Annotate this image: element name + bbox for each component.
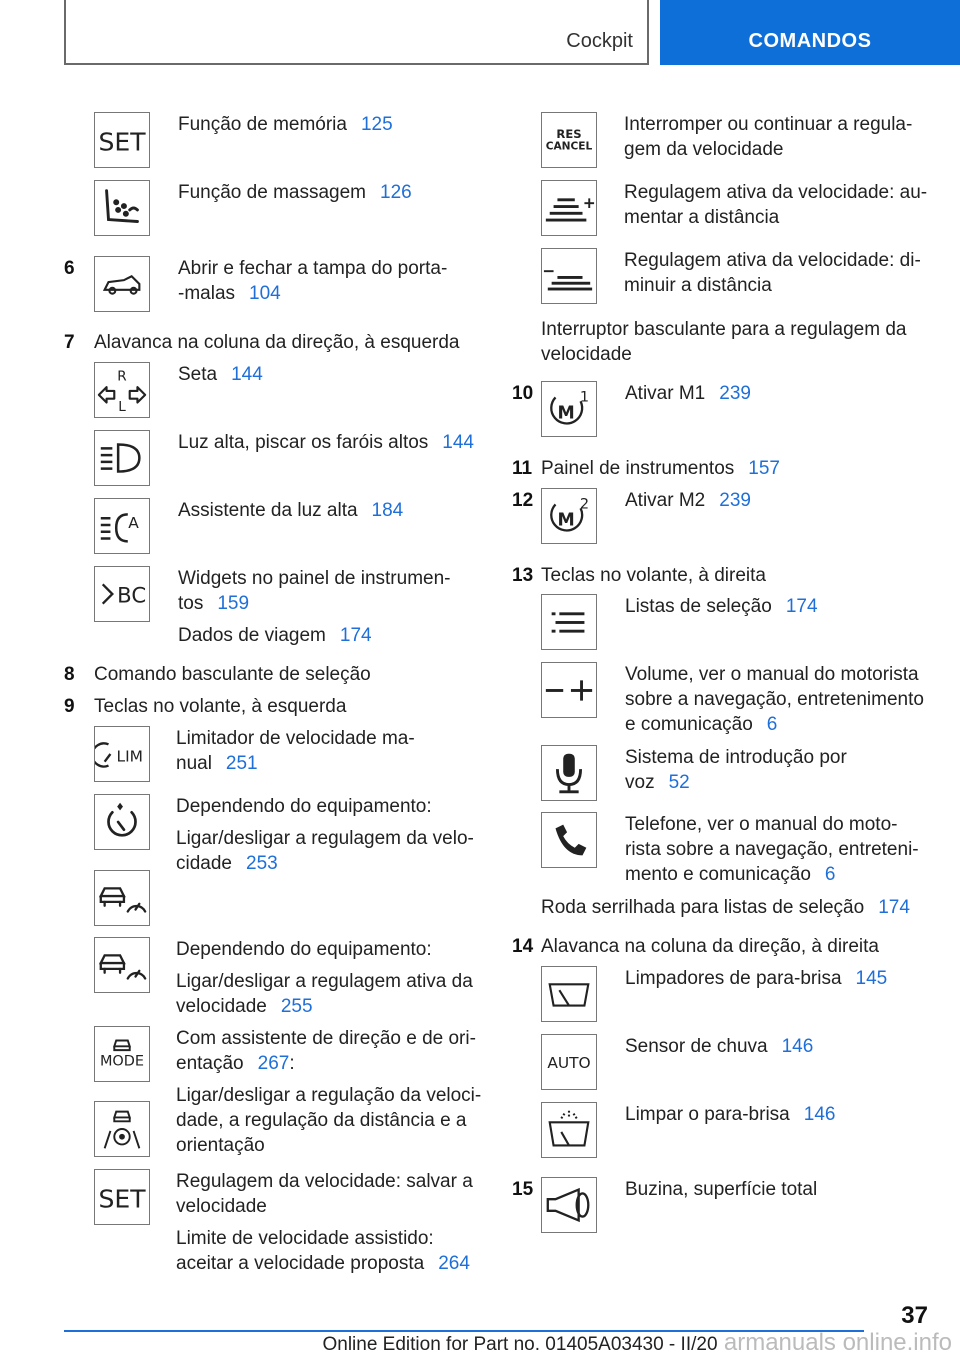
distance-increase-icon (541, 180, 597, 236)
set-speed-text: Regulagem da velocidade: salvar a velocidade Limite de velocidade assistido: aceitar a velocidade proposta 264 (176, 1171, 473, 1274)
speed-limiter-icon (94, 726, 150, 782)
turn-signal-text: Seta 144 (178, 364, 263, 385)
trunk-icon (94, 256, 150, 312)
svg-text:BC: BC (117, 583, 147, 609)
volume-text: Volume, ver o manual do motorista sobre a navegação, entretenimento e comunicação 6 (625, 664, 924, 735)
high-beam-text: Luz alta, piscar os faróis altos 144 (178, 432, 474, 453)
item-number: 7 (64, 332, 75, 353)
m2-text: Ativar M2 239 (625, 490, 751, 511)
item-number: 13 (512, 565, 534, 586)
active-cruise-icon (94, 870, 150, 926)
page-ref[interactable]: 174 (785, 596, 818, 617)
mode-text: Com assistente de direção e de ori- entação 267: (176, 1028, 476, 1074)
page-ref[interactable]: 174 (339, 625, 372, 646)
page-ref[interactable]: 144 (442, 432, 474, 453)
left-stalk-text: Alavanca na coluna da direção, à esquerda (94, 332, 460, 353)
page-ref[interactable]: 6 (824, 864, 836, 885)
page-ref[interactable]: 239 (719, 383, 751, 404)
res-cancel-icon (541, 112, 597, 168)
high-beam-assistant-icon (94, 498, 150, 554)
item-number: 14 (512, 936, 534, 957)
microphone-icon (541, 745, 597, 801)
auto-rain-sensor-icon (541, 1034, 597, 1090)
page-ref[interactable]: 104 (249, 283, 281, 304)
lists-text: Listas de seleção 174 (625, 596, 818, 617)
page-ref[interactable]: 145 (855, 968, 888, 989)
page-number: 37 (901, 1302, 928, 1329)
distance-decrease-icon (541, 248, 597, 304)
turn-signal-icon (94, 362, 150, 418)
page-ref[interactable]: 6 (766, 714, 778, 735)
item-number: 8 (64, 664, 75, 685)
svg-text:R: R (117, 368, 127, 385)
right-wheel-buttons-text: Teclas no volante, à direita (541, 565, 766, 586)
mode-icon (94, 1026, 150, 1082)
item-number: 15 (512, 1179, 534, 1200)
active-cruise-icon-2 (94, 937, 150, 993)
thumbwheel-text: Roda serrilhada para listas de seleção 174 (541, 897, 910, 918)
speed-limiter-text: Limitador de velocidade ma- nual 251 (176, 728, 415, 774)
footer-edition: Online Edition for Part no. 01405A03430 - II/20 (322, 1334, 718, 1355)
header-chapter-label: COMANDOS (748, 30, 872, 52)
item-number: 12 (512, 490, 534, 511)
instrument-cluster-text: Painel de instrumentos 157 (541, 458, 780, 479)
svg-text:AUTO: AUTO (547, 1053, 591, 1072)
distance-increase-text: Regulagem ativa da velocidade: au- mentar a distância (624, 182, 928, 228)
horn-icon (541, 1177, 597, 1233)
set-speed-icon (94, 1169, 150, 1225)
svg-text:L: L (118, 399, 126, 416)
page-ref[interactable]: 125 (360, 114, 393, 135)
list-icon (541, 594, 597, 650)
page-ref[interactable]: 157 (748, 458, 780, 479)
page-ref[interactable]: 174 (878, 897, 910, 918)
svg-text:M: M (557, 510, 575, 531)
massage-function-text: Função de massagem 126 (178, 182, 412, 203)
voice-text: Sistema de introdução por voz 52 (625, 747, 847, 793)
set-icon (94, 112, 150, 168)
steering-assistant-icon (94, 1101, 150, 1157)
wiper-icon (541, 966, 597, 1022)
widgets-text: Widgets no painel de instrumen- tos 159 Dados de viagem 174 (178, 568, 451, 646)
m1-text: Ativar M1 239 (625, 383, 751, 404)
item-number: 10 (512, 383, 534, 404)
high-beam-icon (94, 430, 150, 486)
page-ref[interactable]: 251 (225, 753, 258, 774)
watermark: armanuals online.info (723, 1329, 952, 1356)
svg-text:LIM: LIM (116, 747, 143, 766)
right-stalk-text: Alavanca na coluna da direção, à direita (541, 936, 880, 957)
left-wheel-buttons-text: Teclas no volante, à esquerda (94, 696, 347, 717)
trunk-text: Abrir e fechar a tampa do porta- -malas 104 (178, 258, 448, 304)
header-section-label: Cockpit (566, 30, 633, 52)
svg-text:2: 2 (579, 496, 590, 513)
svg-text:A: A (128, 513, 139, 532)
page-ref[interactable]: 52 (668, 772, 690, 793)
washer-text: Limpar o para-brisa 146 (625, 1104, 836, 1125)
item-number: 9 (64, 696, 75, 717)
cruise-rocker-text: Interruptor basculante para a regulagem da velocidade (541, 319, 907, 365)
rain-sensor-text: Sensor de chuva 146 (625, 1036, 814, 1057)
svg-text:MODE: MODE (99, 1053, 145, 1070)
rocker-switch-text: Comando basculante de seleção (94, 664, 371, 685)
m1-icon (541, 381, 597, 437)
res-cancel-text: Interromper ou continuar a regula- gem da velocidade (624, 114, 913, 160)
header-chapter-tab (660, 0, 960, 65)
page-ref[interactable]: 239 (719, 490, 751, 511)
page-ref[interactable]: 267 (257, 1053, 290, 1074)
acc-text: Dependendo do equipamento: Ligar/desligar a regulagem ativa da velocidade 255 (176, 939, 473, 1017)
page-ref[interactable]: 146 (803, 1104, 836, 1125)
page-ref[interactable]: 255 (280, 996, 313, 1017)
page-ref[interactable]: 126 (380, 182, 412, 203)
bc-widgets-icon (94, 566, 150, 622)
volume-icon (541, 662, 597, 718)
item-number: 6 (64, 258, 75, 279)
phone-icon (541, 812, 597, 868)
cruise-control-icon (94, 794, 150, 850)
phone-text: Telefone, ver o manual do moto- rista sobre a navegação, entreteni- mento e comunicação 6 (625, 814, 919, 885)
header-section-tab (64, 0, 649, 65)
page-ref[interactable]: 264 (438, 1253, 470, 1274)
svg-text:SET: SET (98, 127, 146, 157)
high-beam-assistant-text: Assistente da luz alta 184 (178, 500, 404, 521)
page-ref[interactable]: 146 (781, 1036, 814, 1057)
svg-text:M: M (557, 403, 575, 424)
steering-assistant-text: Ligar/desligar a regulação da veloci- dade, a regulação da distância e a orientação (176, 1085, 482, 1156)
page-ref[interactable]: 253 (246, 853, 278, 874)
distance-decrease-text: Regulagem ativa da velocidade: di- minuir a distância (624, 250, 921, 296)
page-ref[interactable]: 144 (231, 364, 263, 385)
massage-seat-icon (94, 180, 150, 236)
washer-icon (541, 1102, 597, 1158)
svg-text:1: 1 (579, 389, 590, 406)
horn-text: Buzina, superfície total (625, 1179, 818, 1200)
svg-text:RES: RES (556, 127, 582, 142)
m2-icon (541, 488, 597, 544)
cruise-control-text: Dependendo do equipamento: Ligar/desligar a regulagem da velo- cidade 253 (176, 796, 474, 874)
page-ref[interactable]: 159 (217, 593, 250, 614)
page-ref[interactable]: 184 (371, 500, 404, 521)
svg-text:SET: SET (98, 1184, 146, 1214)
svg-text:CANCEL: CANCEL (545, 140, 593, 153)
memory-function-text: Função de memória 125 (178, 114, 393, 135)
item-number: 11 (512, 458, 533, 479)
wipers-text: Limpadores de para-brisa 145 (625, 968, 888, 989)
